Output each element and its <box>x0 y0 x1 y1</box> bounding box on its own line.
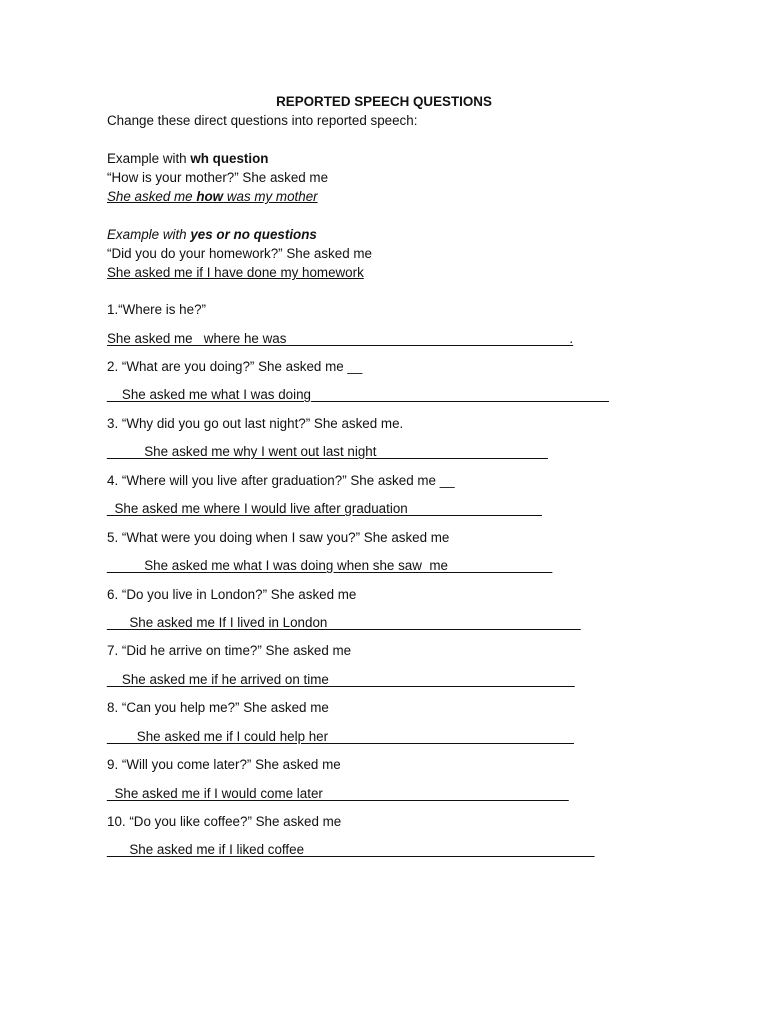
answer-4[interactable]: _She asked me where I would live after graduation__________________ <box>107 501 542 516</box>
question-7: 7. “Did he arrive on time?” She asked me <box>107 643 352 658</box>
question-6: 6. “Do you live in London?” She asked me <box>107 587 357 602</box>
answer-10[interactable]: ___She asked me if I liked coffee_______________________________________ <box>107 842 595 857</box>
example-yn-label <box>107 226 317 244</box>
question-9: 9. “Will you come later?” She asked me <box>107 757 341 772</box>
example-yn-answer: She asked me if I have done my homework <box>107 265 364 280</box>
example-yn-question: “Did you do your homework?” She asked me <box>107 246 372 261</box>
question-5: 5. “What were you doing when I saw you?” She asked me <box>107 530 450 545</box>
question-4: 4. “Where will you live after graduation?” She asked me __ <box>107 473 455 488</box>
answer-9[interactable]: _She asked me if I would come later_________________________________ <box>107 786 569 801</box>
answer-8[interactable]: ____She asked me if I could help her_________________________________ <box>107 729 574 744</box>
example-wh-label-prefix: Example with <box>107 151 191 166</box>
answer-3[interactable]: _____She asked me why I went out last night_______________________ <box>107 444 548 459</box>
example-wh-question: “How is your mother?” She asked me <box>107 170 329 185</box>
example-wh-answer-part2: was my mother <box>223 189 318 204</box>
question-8: 8. “Can you help me?” She asked me <box>107 700 329 715</box>
answer-2[interactable]: __She asked me what I was doing________________________________________ <box>107 387 609 402</box>
example-yn-label-bold: yes or no questions <box>190 227 317 242</box>
answer-1[interactable]: She asked me _where he was______________________________________. <box>107 331 574 346</box>
answer-7[interactable]: __She asked me if he arrived on time_________________________________ <box>107 672 575 687</box>
question-10: 10. “Do you like coffee?” She asked me <box>107 814 342 829</box>
question-3: 3. “Why did you go out last night?” She asked me. <box>107 416 404 431</box>
instruction: Change these direct questions into reported speech: <box>107 113 418 128</box>
answer-5[interactable]: _____She asked me what I was doing when she saw me______________ <box>107 558 553 573</box>
example-wh-answer-bold: how <box>196 189 224 204</box>
example-wh-answer-part1: She asked me <box>107 189 197 204</box>
example-wh-label-bold: wh question <box>190 151 269 166</box>
question-1: 1.“Where is he?” <box>107 302 206 317</box>
example-wh-answer <box>107 188 318 206</box>
example-yn-label-prefix: Example with <box>107 227 191 242</box>
answer-6[interactable]: ___She asked me If I lived in London__________________________________ <box>107 615 581 630</box>
page-title: REPORTED SPEECH QUESTIONS <box>276 94 492 109</box>
example-wh-label <box>107 150 268 168</box>
question-2: 2. “What are you doing?” She asked me __ <box>107 359 363 374</box>
